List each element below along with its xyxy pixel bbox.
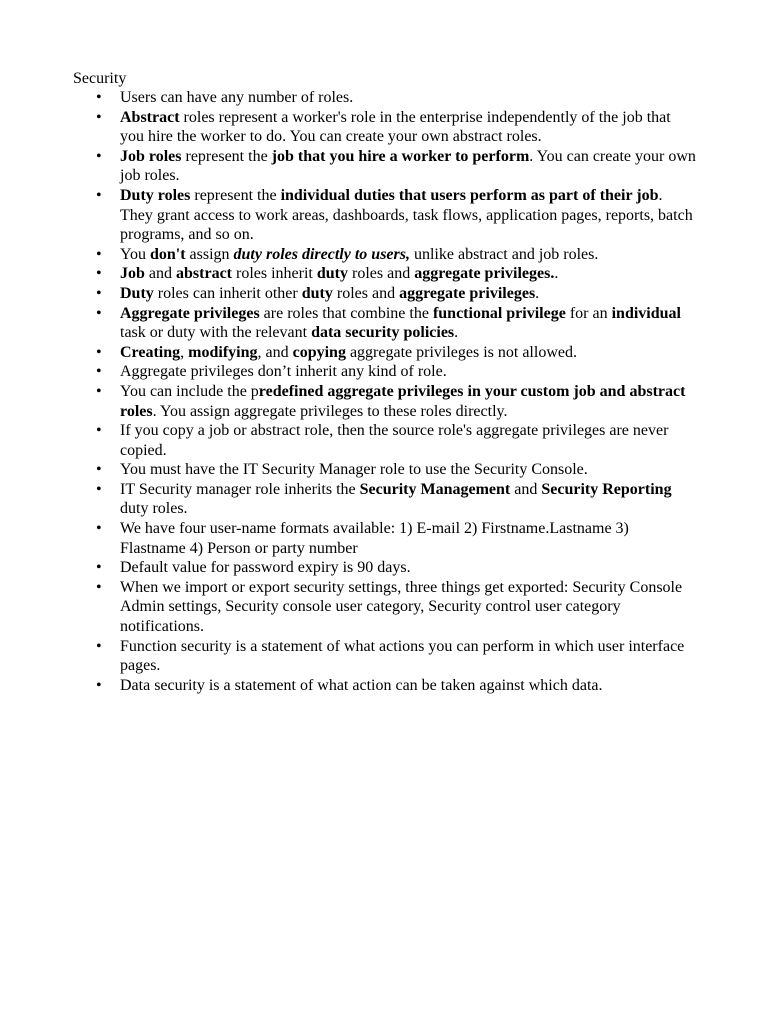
plain-text: You: [120, 245, 150, 263]
list-item-text: [120, 383, 685, 420]
list-item-text: [120, 559, 411, 576]
list-item: [96, 676, 696, 696]
plain-text: , and: [257, 343, 293, 361]
bullet-icon: •: [96, 382, 102, 400]
bullet-icon: •: [96, 265, 102, 283]
strong-text: Security Management: [359, 480, 511, 498]
strong-text: duty: [316, 265, 348, 283]
bullet-icon: •: [96, 520, 102, 538]
plain-text: Data security is a statement of what action can be taken against which data.: [120, 676, 603, 694]
bullet-icon: •: [96, 245, 102, 263]
page-title: Security: [73, 70, 127, 87]
list-item: [96, 460, 696, 480]
strong-text: Job: [120, 265, 145, 283]
list-item: [96, 284, 696, 304]
plain-text: .: [535, 284, 540, 302]
strong-text: aggregate privileges.: [414, 265, 555, 283]
list-item: [96, 304, 696, 343]
list-item-text: [120, 246, 598, 263]
list-item-text: [120, 285, 539, 302]
list-item: [96, 637, 696, 676]
strong-text: Security Reporting: [541, 480, 672, 498]
plain-text: task or duty with the relevant: [120, 324, 312, 342]
plain-text: You can include the p: [120, 382, 259, 400]
list-item: [96, 108, 696, 147]
emphasis-text: duty roles directly to users,: [233, 245, 410, 263]
plain-text: duty roles.: [120, 500, 188, 518]
bullet-icon: •: [96, 147, 102, 165]
strong-text: duty: [301, 284, 333, 302]
plain-text: roles and: [332, 284, 400, 302]
list-item: [96, 519, 696, 558]
list-item: [96, 382, 696, 421]
strong-text: copying: [292, 343, 346, 361]
plain-text: roles inherit: [232, 265, 317, 283]
plain-text: Default value for password expiry is 90 days.: [120, 559, 411, 577]
plain-text: and: [510, 480, 542, 498]
list-item-text: [120, 579, 682, 635]
strong-text: Abstract: [120, 108, 180, 126]
list-item-text: [120, 265, 558, 282]
plain-text: . You can create your own job roles.: [120, 147, 696, 185]
bullet-list: [96, 88, 696, 695]
strong-text: functional privilege: [432, 304, 566, 322]
plain-text: You must have the IT Security Manager role to use the Security Console.: [120, 461, 588, 479]
strong-text: data security policies: [311, 324, 455, 342]
list-item: [96, 421, 696, 460]
bullet-icon: •: [96, 343, 102, 361]
plain-text: Aggregate privileges don’t inherit any kind of role.: [120, 363, 447, 381]
plain-text: Function security is a statement of what actions you can perform in which user interface pages.: [120, 637, 685, 675]
bullet-icon: •: [96, 637, 102, 655]
list-item-text: [120, 481, 672, 518]
bullet-icon: •: [96, 89, 102, 106]
list-item: [96, 245, 696, 265]
strong-text: job that you hire a worker to perform: [271, 147, 530, 165]
list-item: [96, 88, 696, 108]
plain-text: represent the: [181, 147, 272, 165]
list-item: [96, 558, 696, 578]
list-item: [96, 578, 696, 637]
strong-text: modifying: [188, 343, 258, 361]
list-item-text: [120, 89, 353, 106]
strong-text: Duty roles: [120, 186, 191, 204]
list-item-text: [120, 677, 602, 694]
strong-text: individual duties that users perform as part of their job: [280, 186, 659, 204]
plain-text: roles represent a worker's role in the enterprise independently of the job that you hire the worker to do. You can create your own abstract roles.: [120, 108, 671, 146]
plain-text: represent the: [190, 186, 281, 204]
strong-text: aggregate privileges: [399, 284, 536, 302]
plain-text: .: [454, 324, 459, 342]
plain-text: unlike abstract and job roles.: [409, 245, 599, 263]
list-item-text: [120, 109, 671, 146]
list-item: [96, 186, 696, 245]
bullet-icon: •: [96, 461, 102, 479]
plain-text: IT Security manager role inherits the: [120, 480, 360, 498]
bullet-icon: •: [96, 108, 102, 126]
list-item: [96, 362, 696, 382]
list-item: [96, 480, 696, 519]
plain-text: are roles that combine the: [259, 304, 433, 322]
plain-text: Users can have any number of roles.: [120, 89, 354, 106]
strong-text: don't: [149, 245, 186, 263]
bullet-icon: •: [96, 284, 102, 302]
strong-text: Creating: [120, 343, 181, 361]
list-item-text: [120, 638, 684, 675]
list-item: [96, 343, 696, 363]
list-item-text: [120, 461, 588, 478]
strong-text: Job roles: [120, 147, 182, 165]
strong-text: individual: [611, 304, 681, 322]
list-item-text: [120, 520, 629, 557]
list-item-text: [120, 344, 577, 361]
plain-text: roles can inherit other: [153, 284, 302, 302]
plain-text: for an: [565, 304, 612, 322]
strong-text: Duty: [120, 284, 154, 302]
plain-text: We have four user-name formats available: 1) E-mail 2) Firstname.Lastname 3) Flastname 4) Person or party number: [120, 520, 629, 557]
plain-text: . You assign aggregate privileges to these roles directly.: [152, 402, 508, 420]
list-item-text: [120, 363, 447, 380]
plain-text: assign: [185, 245, 234, 263]
plain-text: . They grant access to work areas, dashboards, task flows, application pages, reports, batch programs, and so on.: [120, 186, 693, 244]
plain-text: If you copy a job or abstract role, then the source role's aggregate privileges are never copied.: [120, 422, 669, 459]
bullet-icon: •: [96, 578, 102, 596]
bullet-icon: •: [96, 676, 102, 694]
list-item-text: [120, 305, 681, 342]
plain-text: and: [144, 265, 177, 283]
strong-text: [234, 246, 410, 263]
bullet-icon: •: [96, 363, 102, 381]
strong-text: abstract: [176, 265, 232, 283]
strong-text: redefined aggregate privileges in your custom job and abstract roles: [120, 382, 686, 420]
list-item-text: [120, 422, 668, 459]
plain-text: When we import or export security settings, three things get exported: Security Console Admin settings, Security console user category, Security control user category notifications.: [120, 578, 683, 636]
plain-text: ,: [180, 343, 189, 361]
bullet-icon: •: [96, 422, 102, 440]
bullet-icon: •: [96, 480, 102, 498]
plain-text: .: [554, 265, 559, 283]
strong-text: Aggregate privileges: [120, 304, 260, 322]
list-item: [96, 147, 696, 186]
bullet-icon: •: [96, 304, 102, 322]
list-item: [96, 264, 696, 284]
plain-text: aggregate privileges is not allowed.: [345, 343, 577, 361]
list-item-text: [120, 148, 696, 185]
bullet-icon: •: [96, 186, 102, 204]
plain-text: roles and: [348, 265, 415, 283]
list-item-text: [120, 187, 693, 243]
bullet-icon: •: [96, 559, 102, 577]
